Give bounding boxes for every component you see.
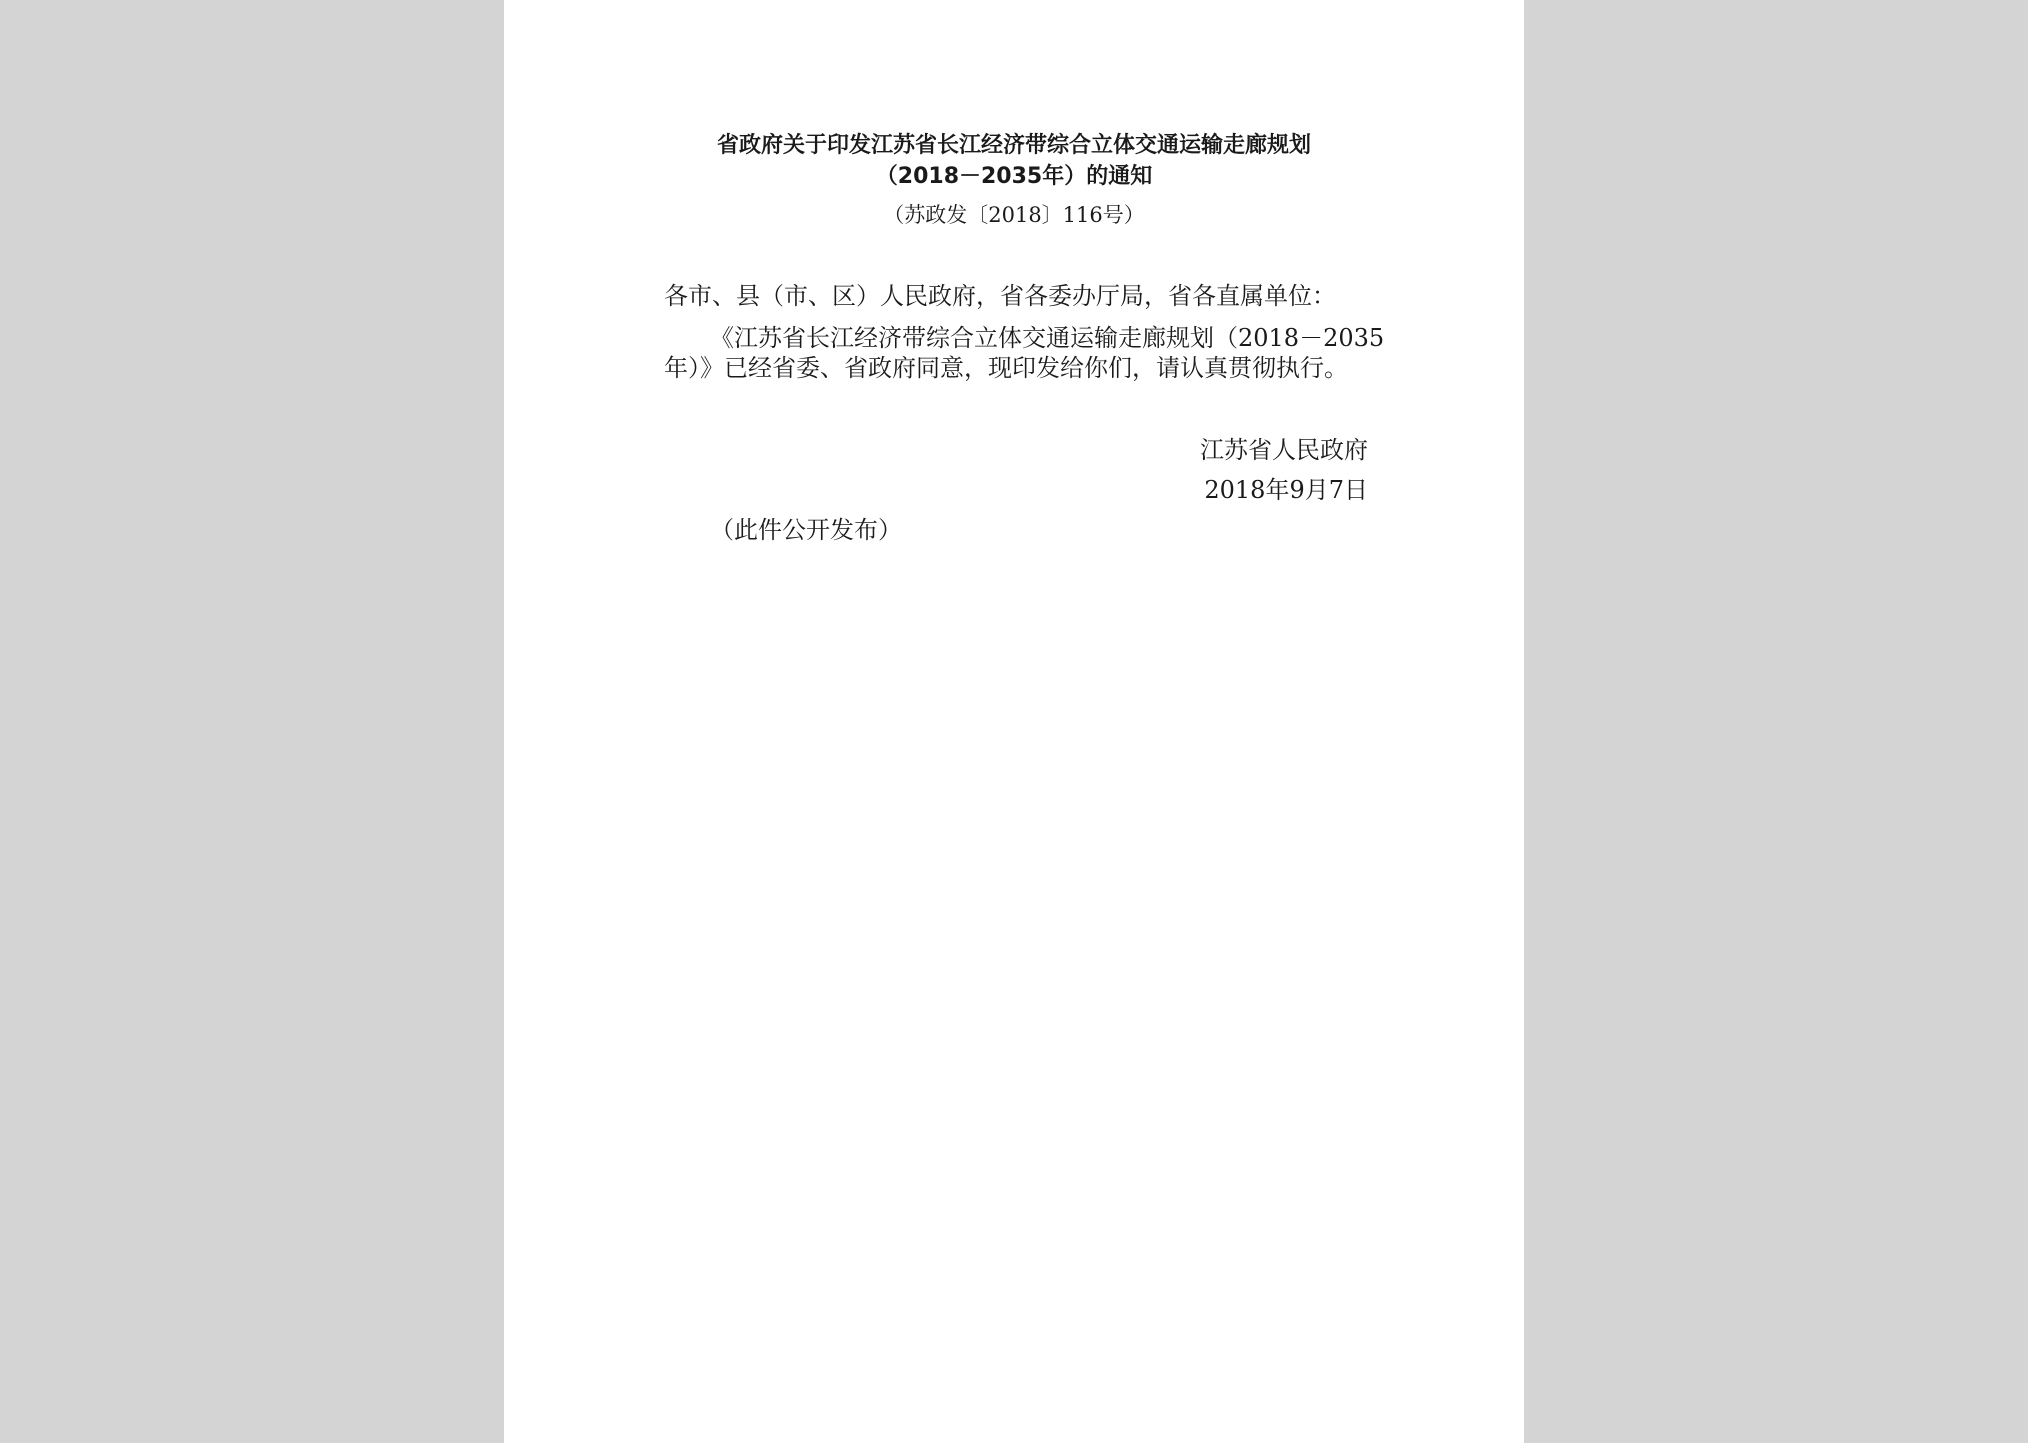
signature-issuer: 江苏省人民政府	[1200, 436, 1368, 464]
document-title-line-2: （2018－2035年）的通知	[875, 164, 1153, 189]
body-paragraph-line-1: 《江苏省长江经济带综合立体交通运输走廊规划（2018－2035	[710, 324, 1385, 352]
document-title-line-1: 省政府关于印发江苏省长江经济带综合立体交通运输走廊规划	[716, 133, 1311, 158]
publish-note: （此件公开发布）	[710, 516, 902, 544]
signature-date: 2018年9月7日	[1204, 476, 1368, 504]
document-number: （苏政发〔2018〕116号）	[883, 203, 1145, 227]
body-paragraph-line-2: 年）》已经省委、省政府同意，现印发给你们，请认真贯彻执行。	[664, 354, 1348, 382]
salutation: 各市、县（市、区）人民政府，省各委办厅局，省各直属单位：	[664, 282, 1336, 310]
document-page	[504, 0, 1524, 1443]
